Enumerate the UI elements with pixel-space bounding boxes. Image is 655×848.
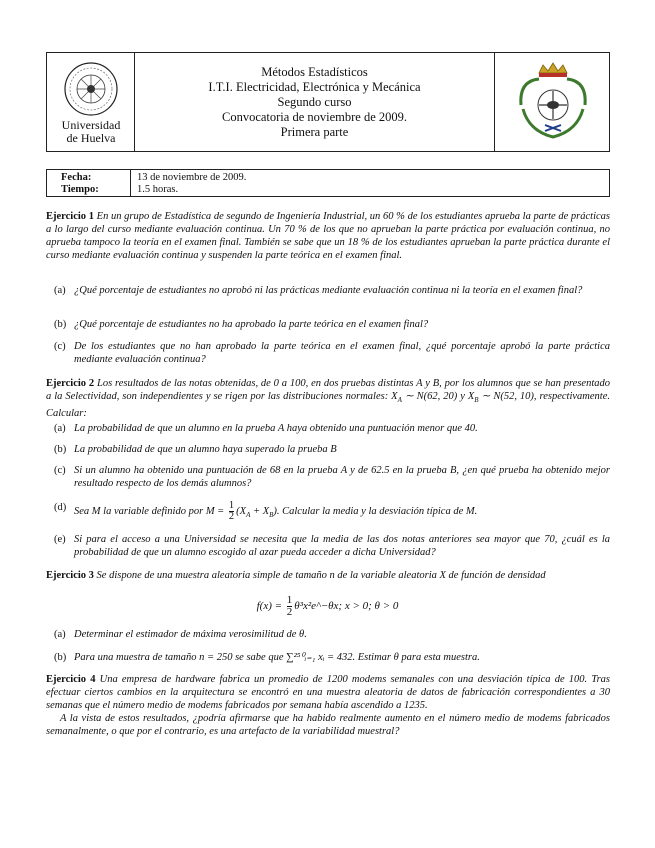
exercise-3-item-b: (b) Para una muestra de tamaño n = 250 se sabe que ∑²⁵⁰ᵢ₌₁ xᵢ = 432. Estimar θ para esta muestra. <box>54 652 480 663</box>
exercise-2-item-e: (e) Si para el acceso a una Universidad se necesita que la media de las dos notas anteriores sea mayor que 70, ¿cuál es la probabilidad de que un alumno escogido al azar pueda acceder a dicha Universidad? <box>54 534 610 558</box>
exercise-4-statement: Ejercicio 4 Una empresa de hardware fabrica un promedio de 1200 modems semanales con una desviación típica de 100. Tras efectuar ciertos cambios en la arquitectura se encontró en una muestra aleatoria de datos de fabricación correspondientes a 30 semanas que el número medio de modems fabricados por semana había ascendido a 1235. <box>46 674 611 711</box>
time-value: 1.5 horas. <box>137 184 179 195</box>
exercise-2-title: Ejercicio 2 <box>46 378 95 389</box>
logo-text-2: de Huelva <box>66 131 116 145</box>
date-label: Fecha: <box>61 172 92 183</box>
exercise-1-item-a: (a) ¿Qué porcentaje de estudiantes no aprobó ni las prácticas mediante evaluación continua ni la teoría en el examen final? <box>54 285 583 296</box>
exercise-2-item-b: (b) La probabilidad de que un alumno haya superado la prueba B <box>54 444 337 455</box>
exercise-1-text: En un grupo de Estadística de segundo de Ingeniería Industrial, un 60 % de los estudiantes aprueba la parte de prácticas a lo largo del curso mediante evaluación continua. Un 70 % de los que no aprueban la parte práctica por evaluación continua, no aprueba tampoco la teoría en el examen final. También se sabe que un 18 % de los estudiantes aprueban la parte práctica durante el curso mediante evaluación continua y suspenden la parte teórica en el examen final. <box>46 211 611 261</box>
exercise-2-item-c: (c) Si un alumno ha obtenido una puntuación de 68 en la prueba A y de 62.5 en la prueba B, ¿en qué prueba ha obtenido mejor resultado respecto de los demás alumnos? <box>54 465 610 489</box>
exercise-1-item-c: (c) De los estudiantes que no han aprobado la parte teórica en el examen final, ¿qué porcentaje aprobó la parte práctica mediante evaluación continua? <box>54 341 610 365</box>
date-value: 13 de noviembre de 2009. <box>137 172 247 183</box>
school-crest-icon <box>499 59 607 147</box>
info-divider <box>130 170 131 196</box>
exercise-4-question: A la vista de estos resultados, ¿podría afirmarse que ha habido realmente aumento en el número medio de modems fabricados semanalmente, o que por el contrario, es una artefacto de la variabilidad muestral? <box>46 713 610 737</box>
subject-title: Métodos Estadísticos <box>261 65 368 79</box>
header-title <box>135 65 494 140</box>
logo-text-1: Universidad <box>61 118 121 132</box>
exercise-3-title: Ejercicio 3 <box>46 570 94 581</box>
exercise-1-item-b: (b) ¿Qué porcentaje de estudiantes no ha aprobado la parte teórica en el examen final? <box>54 319 429 330</box>
density-formula: f(x) = $\frac{1}{2}$ θ³x²e^−θx; x > 0; θ > 0 <box>256 594 399 618</box>
exercise-3-item-a: (a) Determinar el estimador de máxima verosimilitud de θ. <box>54 629 307 640</box>
exam-session: Convocatoria de noviembre de 2009. <box>221 110 408 124</box>
exam-part: Primera parte <box>280 125 349 139</box>
exercise-3-statement: Ejercicio 3 Se dispone de una muestra aleatoria simple de tamaño n de la variable aleatoria X de función de densidad <box>46 570 546 581</box>
header-box <box>46 52 610 152</box>
exercise-1-statement <box>46 210 610 262</box>
time-label: Tiempo: <box>61 184 99 195</box>
university-logo <box>51 59 131 147</box>
exam-info-box <box>46 169 610 197</box>
exercise-2-item-a: (a) La probabilidad de que un alumno en la prueba A haya obtenido una puntuación menor que 40. <box>54 423 478 434</box>
exercise-1-title: Ejercicio 1 <box>46 211 94 222</box>
degree-title: I.T.I. Electricidad, Electrónica y Mecánica <box>208 80 421 94</box>
exercise-2-statement: Ejercicio 2 Los resultados de las notas obtenidas, de 0 a 100, en dos pruebas distintas A y B, por los alumnos que se han presentado a la Selectividad, son independientes y se rigen por las distribuciones normales: $X_A$ ∼ N(62, 20) y $X_B$ ∼ N(52, 10), respectivamente. Calcular: <box>46 378 610 420</box>
exercise-2-item-d: (d) Sea M la variable definido por M = $\frac{1}{2}$ $(X_A + X_B)$. Calcular la media y la desviación típica de M. <box>54 500 478 522</box>
header-divider-right <box>494 53 495 151</box>
course-title: Segundo curso <box>277 95 352 109</box>
exercise-4-title: Ejercicio 4 <box>46 674 96 685</box>
